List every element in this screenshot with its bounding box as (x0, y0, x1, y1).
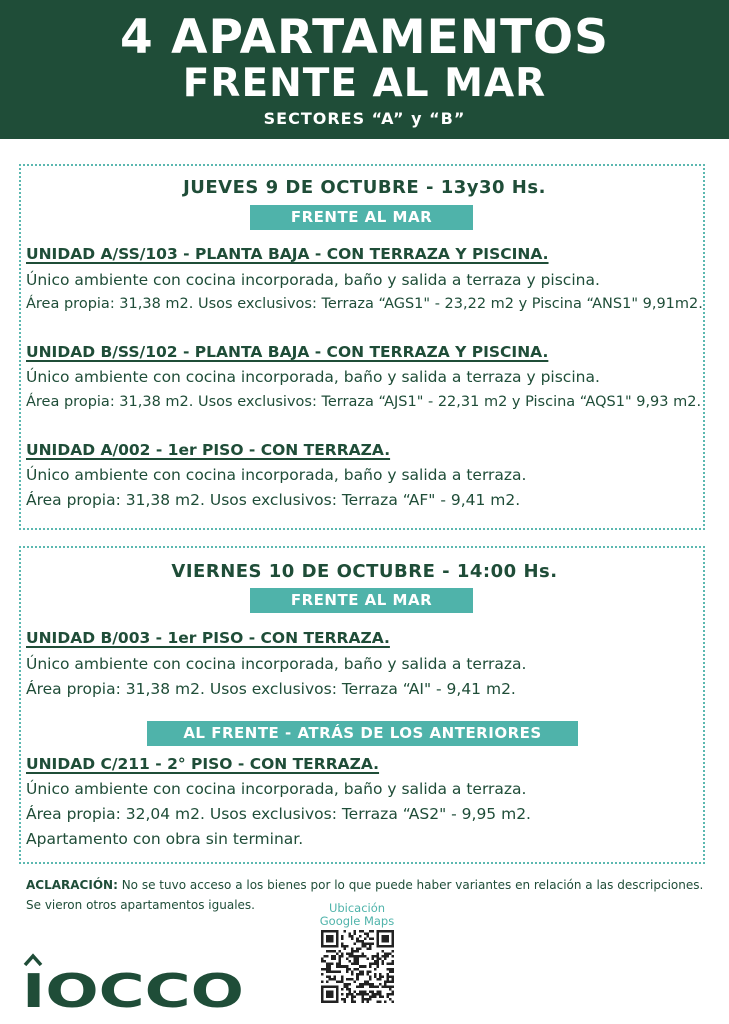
disclaimer-line2: Se vieron otros apartamentos iguales. (26, 898, 255, 912)
section1-badge: FRENTE AL MAR (250, 205, 473, 230)
disclaimer-label: ACLARACIÓN: (26, 878, 118, 892)
logo-text: IOCCO (22, 964, 244, 1010)
page-title-line2: FRENTE AL MAR (182, 61, 547, 106)
unit-description: Único ambiente con cocina incorporada, baño y salida a terraza. (26, 466, 527, 484)
unit-description: Único ambiente con cocina incorporada, baño y salida a terraza y piscina. (26, 368, 600, 386)
unit-area: Área propia: 31,38 m2. Usos exclusivos: Terraza “AGS1" - 23,22 m2 y Piscina “ANS1" 9,91m2. (26, 296, 703, 312)
page-subtitle: SECTORES “A” y “B” (263, 109, 466, 128)
unit-description: Único ambiente con cocina incorporada, baño y salida a terraza y piscina. (26, 271, 600, 289)
disclaimer (26, 878, 703, 892)
unit-note: Apartamento con obra sin terminar. (26, 830, 304, 848)
unit-area: Área propia: 32,04 m2. Usos exclusivos: Terraza “AS2" - 9,95 m2. (26, 805, 531, 823)
unit-title: UNIDAD C/211 - 2° PISO - CON TERRAZA. (26, 755, 380, 773)
map-label-line2: Google Maps (319, 914, 395, 928)
disclaimer-text: No se tuvo acceso a los bienes por lo que puede haber variantes en relación a las descripciones. (121, 878, 704, 892)
unit-description: Único ambiente con cocina incorporada, baño y salida a terraza. (26, 780, 527, 798)
unit-area: Área propia: 31,38 m2. Usos exclusivos: Terraza “AF" - 9,41 m2. (26, 491, 521, 509)
iocco-logo (22, 952, 247, 1010)
qr-code-icon[interactable] (321, 930, 394, 1003)
header-banner (0, 0, 729, 139)
map-label: Ubicación (328, 901, 386, 915)
unit-description: Único ambiente con cocina incorporada, baño y salida a terraza. (26, 655, 527, 673)
page-title: 4 APARTAMENTOS (120, 10, 609, 65)
section2-badge: FRENTE AL MAR (250, 588, 473, 613)
unit-area: Área propia: 31,38 m2. Usos exclusivos: Terraza “AI" - 9,41 m2. (26, 680, 516, 698)
section2-date: VIERNES 10 DE OCTUBRE - 14:00 Hs. (171, 561, 558, 582)
unit-title: UNIDAD A/SS/103 - PLANTA BAJA - CON TERRAZA Y PISCINA. (26, 245, 549, 263)
unit-title: UNIDAD B/SS/102 - PLANTA BAJA - CON TERRAZA Y PISCINA. (26, 343, 549, 361)
section2-badge-back: AL FRENTE - ATRÁS DE LOS ANTERIORES (147, 721, 578, 746)
unit-title: UNIDAD A/002 - 1er PISO - CON TERRAZA. (26, 441, 391, 459)
section1-date: JUEVES 9 DE OCTUBRE - 13y30 Hs. (183, 177, 546, 198)
unit-area: Área propia: 31,38 m2. Usos exclusivos: Terraza “AJS1" - 22,31 m2 y Piscina “AQS1" 9,93 m2. (26, 394, 702, 410)
unit-title: UNIDAD B/003 - 1er PISO - CON TERRAZA. (26, 629, 390, 647)
